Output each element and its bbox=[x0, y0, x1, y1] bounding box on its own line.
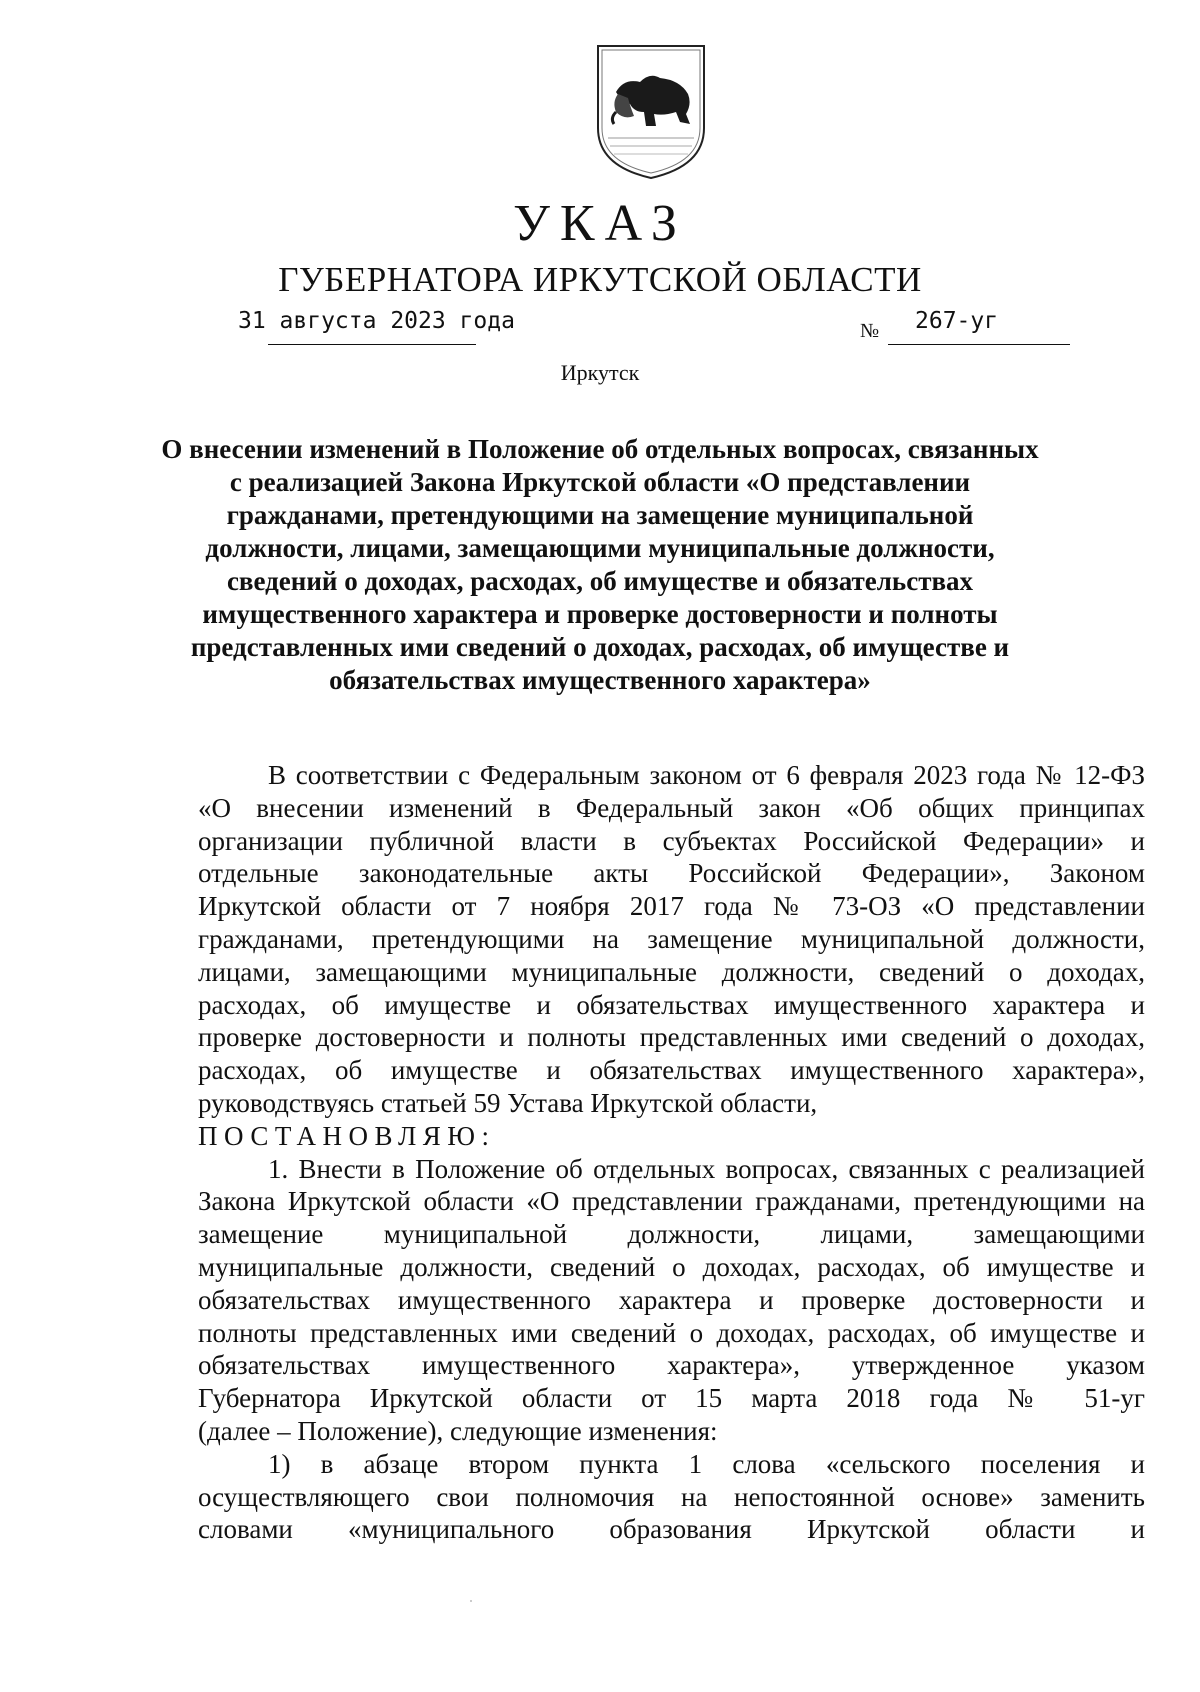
heading-line: обязательствах имущественного характера» bbox=[329, 665, 871, 695]
document-number: 267-уг bbox=[915, 308, 999, 334]
heading-line: имущественного характера и проверке достоверности и полноты bbox=[202, 599, 998, 629]
body-line: муниципальные должности, сведений о доходах, расходах, об имуществе и bbox=[198, 1251, 1145, 1282]
body-line: обязательствах имущественного характера», утвержденное указом bbox=[198, 1350, 1145, 1381]
document-heading bbox=[150, 433, 1050, 697]
body-line: расходах, об имуществе и обязательствах имущественного характера», bbox=[198, 1055, 1145, 1086]
scan-speck bbox=[470, 1600, 472, 1602]
item-1-paragraph bbox=[198, 1153, 1145, 1448]
body-line: осуществляющего свои полномочия на непостоянной основе» заменить bbox=[198, 1481, 1145, 1512]
decree-word: ПОСТАНОВЛЯЮ: bbox=[198, 1120, 496, 1151]
body-line: Губернатора Иркутской области от 15 марта 2018 года № 51-уг bbox=[198, 1383, 1145, 1414]
body-line: организации публичной власти в субъектах Российской Федерации» и bbox=[198, 825, 1145, 856]
body-line: руководствуясь статьей 59 Устава Иркутской области, bbox=[198, 1087, 818, 1118]
body-line: лицами, замещающими муниципальные должности, сведений о доходах, bbox=[198, 956, 1145, 987]
document-body bbox=[198, 759, 1145, 1546]
body-line: замещение муниципальной должности, лицами, замещающими bbox=[198, 1219, 1145, 1250]
item-1-1-paragraph bbox=[198, 1448, 1145, 1546]
heading-line: представленных ими сведений о доходах, расходах, об имуществе и bbox=[190, 632, 1010, 662]
document-subtitle: ГУБЕРНАТОРА ИРКУТСКОЙ ОБЛАСТИ bbox=[278, 260, 922, 299]
heading-line: должности, лицами, замещающими муниципальные должности, bbox=[205, 533, 995, 563]
body-line: отдельные законодательные акты Российской Федерации», Законом bbox=[198, 858, 1145, 889]
decree-paragraph bbox=[198, 1120, 1145, 1153]
body-line: обязательствах имущественного характера и проверке достоверности и bbox=[198, 1284, 1145, 1315]
preamble-paragraph bbox=[198, 759, 1145, 1120]
body-line: Закона Иркутской области «О представлении гражданами, претендующими на bbox=[198, 1186, 1145, 1217]
date-underline bbox=[268, 344, 476, 345]
number-underline bbox=[888, 344, 1070, 345]
body-line: В соответствии с Федеральным законом от 6 февраля 2023 года № 12-ФЗ bbox=[268, 760, 1145, 790]
body-line: полноты представленных ими сведений о доходах, расходах, об имуществе и bbox=[198, 1317, 1145, 1348]
number-sign: № bbox=[860, 320, 880, 342]
body-line: гражданами, претендующими на замещение муниципальной должности, bbox=[198, 923, 1145, 954]
body-line: словами «муниципального образования Иркутской области и bbox=[198, 1514, 1145, 1545]
document-date: 31 августа 2023 года bbox=[238, 308, 515, 334]
body-line: расходах, об имуществе и обязательствах имущественного характера и bbox=[198, 989, 1145, 1020]
heading-line: с реализацией Закона Иркутской области «О представлении bbox=[229, 467, 971, 497]
body-line: 1) в абзаце втором пункта 1 слова «сельского поселения и bbox=[268, 1448, 1145, 1479]
body-line: Иркутской области от 7 ноября 2017 года № 73-ОЗ «О представлении bbox=[198, 891, 1145, 922]
heading-line: гражданами, претендующими на замещение муниципальной bbox=[226, 500, 974, 530]
document-city: Иркутск bbox=[560, 360, 640, 385]
heading-line: сведений о доходах, расходах, об имуществе и обязательствах bbox=[226, 566, 974, 596]
body-line: (далее – Положение), следующие изменения: bbox=[198, 1415, 718, 1446]
document-title: УКАЗ bbox=[513, 195, 687, 252]
body-line: 1. Внести в Положение об отдельных вопросах, связанных с реализацией bbox=[268, 1153, 1145, 1184]
body-line: проверке достоверности и полноты представленных ими сведений о доходах, bbox=[198, 1022, 1145, 1053]
body-line: «О внесении изменений в Федеральный закон «Об общих принципах bbox=[198, 792, 1145, 823]
heading-line: О внесении изменений в Положение об отдельных вопросах, связанных bbox=[161, 434, 1039, 464]
coat-of-arms-emblem bbox=[594, 42, 708, 182]
